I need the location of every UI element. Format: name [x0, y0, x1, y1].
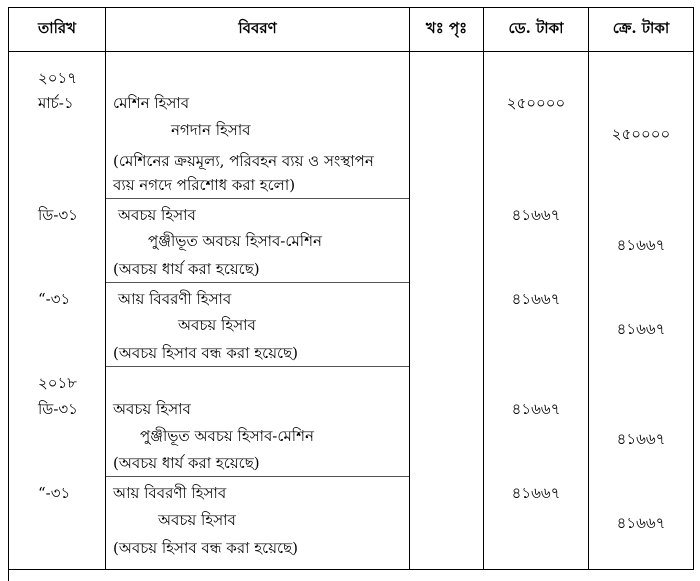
- entry-debit-amount: ৪১৬৬৭: [511, 290, 561, 308]
- entry-credit-amount: ৪১৬৬৭: [616, 236, 666, 254]
- entry-narration: ব্যয় নগদে পরিশোধ করা হলো): [113, 176, 296, 194]
- entry-debit-account: অবচয় হিসাব: [118, 206, 196, 224]
- col-divider-left: [8, 7, 9, 581]
- entry-debit-amount: ৪১৬৬৭: [511, 400, 561, 418]
- entry-separator: [106, 476, 409, 477]
- entry-date: ডি-৩১: [38, 400, 78, 418]
- entry-narration: (অবচয় হিসাব বন্ধ করা হয়েছে): [113, 344, 299, 362]
- entry-date: “-৩১: [38, 290, 71, 308]
- col-divider-right: [693, 7, 694, 570]
- col-divider-date: [105, 7, 106, 570]
- header-debit: ডে. টাকা: [508, 18, 564, 37]
- entry-date: “-৩১: [38, 484, 71, 502]
- entry-credit-amount: ৪১৬৬৭: [616, 514, 666, 532]
- col-divider-debit: [588, 7, 589, 570]
- entry-debit-amount: ৪১৬৬৭: [511, 206, 561, 224]
- entry-debit-account: আয় বিবরণী হিসাব: [118, 290, 232, 308]
- entry-credit-account: অবচয় হিসাব: [178, 316, 256, 334]
- entry-credit-account: পুঞ্জীভূত অবচয় হিসাব-মেশিন: [148, 232, 322, 250]
- entry-credit-account: পুঞ্জীভূত অবচয় হিসাব-মেশিন: [140, 427, 314, 445]
- entry-narration: (অবচয় ধার্য করা হয়েছে): [113, 260, 260, 278]
- entry-debit-amount: ২৫০০০০: [506, 94, 566, 112]
- entry-debit-account: আয় বিবরণী হিসাব: [113, 484, 227, 502]
- entry-narration: (অবচয় হিসাব বন্ধ করা হয়েছে): [113, 539, 299, 557]
- entry-debit-account: মেশিন হিসাব: [113, 94, 190, 112]
- header-bottom-border: [8, 51, 694, 52]
- entry-debit-amount: ৪১৬৬৭: [511, 484, 561, 502]
- entry-separator: [106, 366, 409, 367]
- entry-separator: [106, 198, 409, 199]
- entry-date: ২০১৮: [38, 374, 77, 392]
- entry-narration: (মেশিনের ক্রয়মূল্য, পরিবহন ব্যয় ও সংস্থাপন: [113, 152, 374, 170]
- header-description: বিবরণ: [238, 18, 277, 37]
- entry-date: ডি-৩১: [38, 206, 78, 224]
- header-credit: ক্রে. টাকা: [612, 18, 670, 37]
- journal-table: [8, 7, 694, 581]
- entry-credit-amount: ২৫০০০০: [611, 125, 671, 143]
- entry-separator: [106, 282, 409, 283]
- entry-credit-amount: ৪১৬৬৭: [616, 430, 666, 448]
- col-divider-description: [409, 7, 410, 570]
- header-date: তারিখ: [38, 18, 76, 37]
- entry-narration: (অবচয় ধার্য করা হয়েছে): [113, 454, 260, 472]
- header-folio: খঃ পৃঃ: [425, 18, 468, 37]
- entry-credit-account: অবচয় হিসাব: [158, 511, 236, 529]
- entry-date: মার্চ-১: [38, 94, 74, 112]
- entry-credit-account: নগদান হিসাব: [171, 121, 251, 139]
- entry-debit-account: অবচয় হিসাব: [113, 400, 191, 418]
- entry-date: ২০১৭: [38, 69, 77, 87]
- entry-credit-amount: ৪১৬৬৭: [616, 320, 666, 338]
- table-bottom-border: [8, 569, 694, 570]
